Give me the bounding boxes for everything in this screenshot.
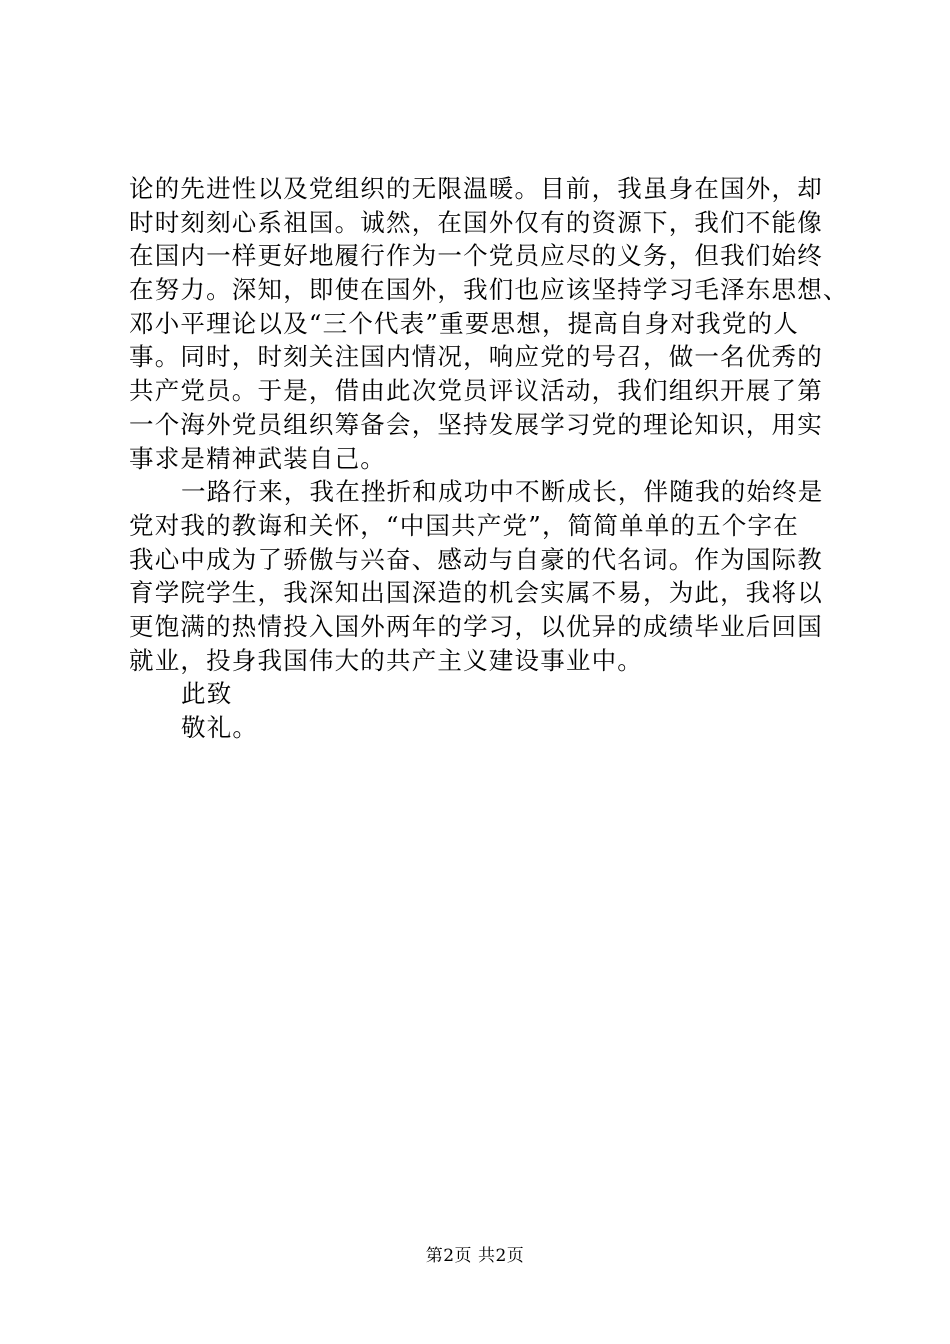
paragraph-2-line: 一路行来，我在挫折和成功中不断成长，伴随我的始终是 (181, 477, 824, 507)
page-number-footer: 第2页 共2页 (425, 1246, 525, 1266)
paragraph-1-line: 事求是精神武装自己。 (129, 443, 386, 473)
paragraph-1-line: 论的先进性以及党组织的无限温暖。目前，我虽身在国外，却 (129, 174, 823, 203)
paragraph-1-line: 时时刻刻心系祖国。诚然，在国外仅有的资源下，我们不能像 (129, 207, 823, 237)
paragraph-2-line: 我心中成为了骄傲与兴奋、感动与自豪的代名词。作为国际教 (129, 544, 823, 574)
paragraph-1-line: 事。同时，时刻关注国内情况，响应党的号召，做一名优秀的 (129, 342, 823, 372)
paragraph-1-line: 共产党员。于是，借由此次党员评议活动，我们组织开展了第 (129, 376, 823, 406)
paragraph-2-line: 就业，投身我国伟大的共产主义建设事业中。 (129, 645, 643, 675)
paragraph-2-line: 党对我的教诲和关怀，“中国共产党”，简简单单的五个字在 (129, 510, 799, 540)
paragraph-1-line: 一个海外党员组织筹备会，坚持发展学习党的理论知识，用实 (129, 409, 823, 439)
paragraph-2-line: 更饱满的热情投入国外两年的学习，以优异的成绩毕业后回国 (129, 611, 823, 641)
paragraph-1-line: 在国内一样更好地履行作为一个党员应尽的义务，但我们始终 (129, 241, 823, 271)
paragraph-1-line: 在努力。深知，即使在国外，我们也应该坚持学习毛泽东思想、 (129, 275, 849, 305)
closing-regards: 敬礼。 (181, 713, 259, 742)
paragraph-1-line: 邓小平理论以及“三个代表”重要思想，提高自身对我党的人 (129, 308, 799, 338)
closing-salutation: 此致 (181, 679, 233, 709)
document-body (129, 172, 849, 745)
paragraph-2-line: 育学院学生，我深知出国深造的机会实属不易，为此，我将以 (129, 578, 823, 608)
